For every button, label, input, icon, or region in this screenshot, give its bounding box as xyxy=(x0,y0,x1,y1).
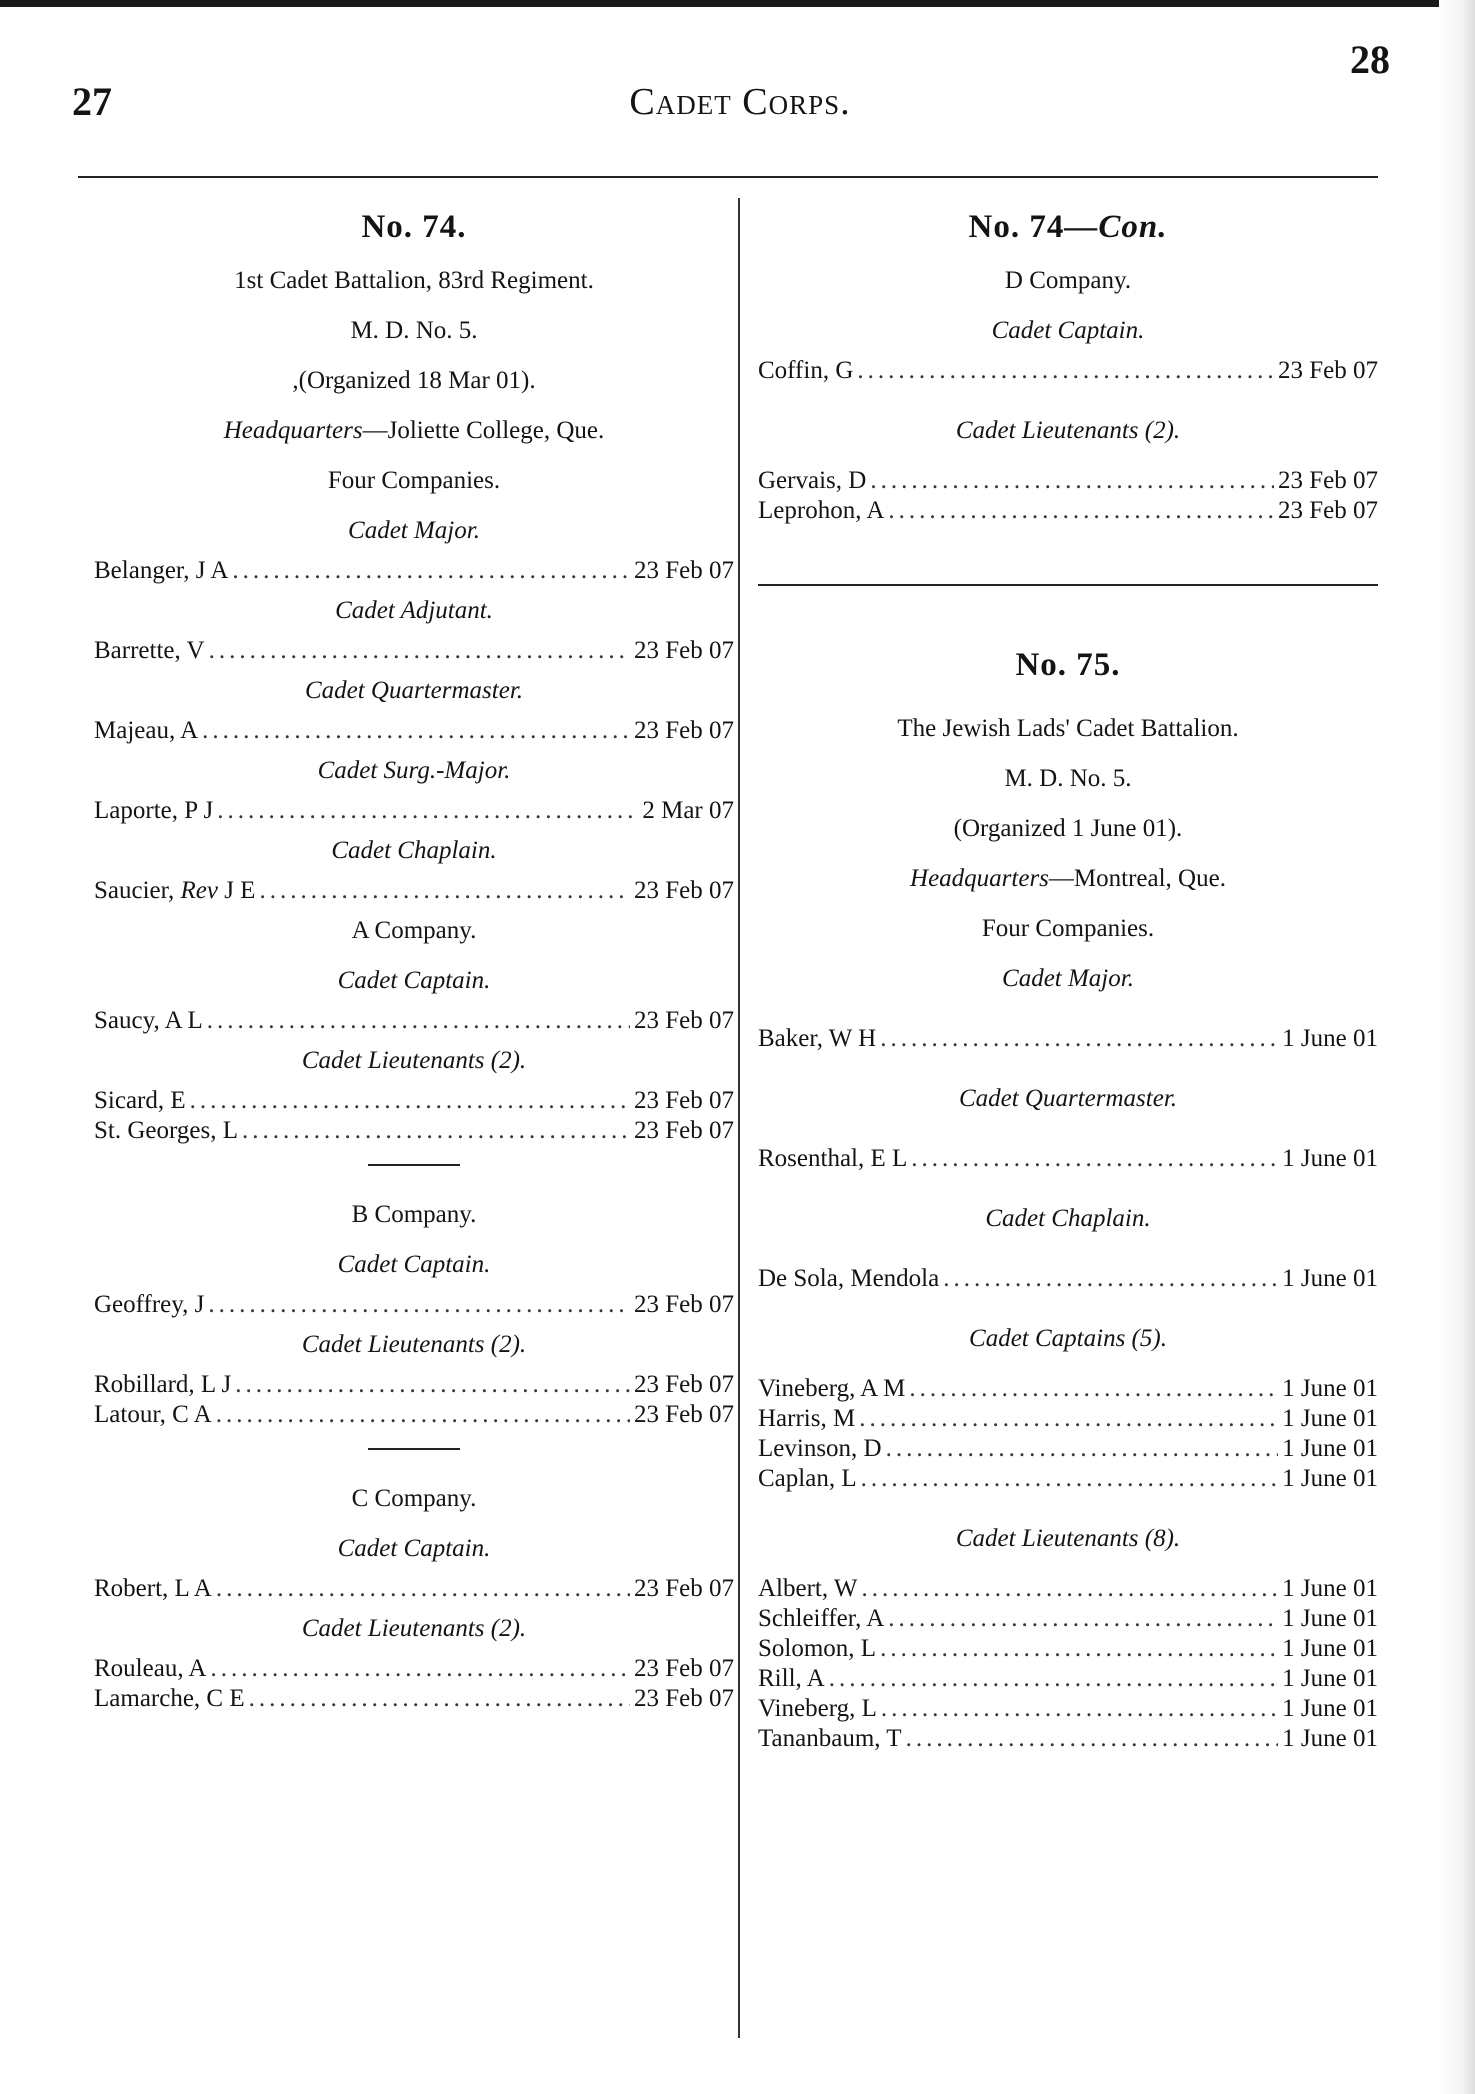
commission-date: 23 Feb 07 xyxy=(634,1007,734,1034)
commission-date: 1 June 01 xyxy=(1282,1375,1378,1402)
officer-name: Levinson, D xyxy=(758,1435,882,1462)
roster-entry xyxy=(94,1116,734,1146)
headquarters-line xyxy=(94,406,734,456)
officer-name: Belanger, J A xyxy=(94,557,229,584)
continued-suffix: —Con. xyxy=(1064,209,1168,245)
commission-date: 23 Feb 07 xyxy=(634,1291,734,1318)
roster-entry xyxy=(758,1724,1378,1754)
roster-entry xyxy=(758,1144,1378,1174)
rank-heading: Cadet Quartermaster. xyxy=(958,1085,1178,1112)
officer-name: Majeau, A xyxy=(94,717,199,744)
company-heading: D Company. xyxy=(1004,267,1132,294)
section-heading-no-74-continued: No. 74—Con. xyxy=(968,209,1168,245)
leader-dots xyxy=(259,876,630,906)
officer-name: Rouleau, A xyxy=(94,1655,207,1682)
rank-heading: Cadet Lieutenants (2). xyxy=(955,417,1181,444)
officer-name: Baker, W H xyxy=(758,1025,877,1052)
leader-dots xyxy=(211,1654,631,1684)
leader-dots xyxy=(249,1684,630,1714)
roster-entry xyxy=(758,356,1378,386)
leader-dots xyxy=(911,1144,1278,1174)
officer-name: Geoffrey, J xyxy=(94,1291,205,1318)
page-number-right: 28 xyxy=(1350,37,1390,82)
page-gutter-edge xyxy=(1439,0,1475,2094)
commission-date: 23 Feb 07 xyxy=(634,1401,734,1428)
officer-name: Gervais, D xyxy=(758,467,867,494)
roster-entry xyxy=(758,1574,1378,1604)
unit-name: The Jewish Lads' Cadet Battalion. xyxy=(897,715,1239,742)
leader-dots xyxy=(880,1024,1278,1054)
commission-date: 23 Feb 07 xyxy=(1278,357,1378,384)
roster-entry xyxy=(758,1664,1378,1694)
commission-date: 23 Feb 07 xyxy=(634,637,734,664)
commission-date: 1 June 01 xyxy=(1282,1725,1378,1752)
roster-entry xyxy=(94,1400,734,1430)
rank-heading: Cadet Chaplain. xyxy=(985,1205,1151,1232)
officer-name: Coffin, G xyxy=(758,357,854,384)
officer-name: Robert, L A xyxy=(94,1575,212,1602)
leader-dots xyxy=(208,1290,630,1320)
officer-name: Solomon, L xyxy=(758,1635,877,1662)
leader-dots xyxy=(909,1374,1278,1404)
company-heading: B Company. xyxy=(351,1201,477,1228)
roster-entry xyxy=(94,1370,734,1400)
leader-dots xyxy=(906,1724,1279,1754)
officer-name: Caplan, L xyxy=(758,1465,857,1492)
commission-date: 23 Feb 07 xyxy=(634,1575,734,1602)
rank-heading: Cadet Captain. xyxy=(337,1251,491,1278)
officer-name: Saucy, A L xyxy=(94,1007,203,1034)
commission-date: 23 Feb 07 xyxy=(634,1117,734,1144)
page-number-left: 27 xyxy=(72,79,112,124)
leader-dots xyxy=(207,1006,630,1036)
company-separator xyxy=(368,1448,460,1450)
left-column xyxy=(94,198,734,1714)
organized-date: (Organized 1 June 01). xyxy=(953,815,1183,842)
commission-date: 1 June 01 xyxy=(1282,1465,1378,1492)
leader-dots xyxy=(943,1264,1278,1294)
commission-date: 23 Feb 07 xyxy=(1278,467,1378,494)
headquarters-value: —Montreal, Que. xyxy=(1048,865,1226,892)
section-heading-no-74: No. 74. xyxy=(361,209,467,245)
commission-date: 23 Feb 07 xyxy=(634,1655,734,1682)
leader-dots xyxy=(216,1574,630,1604)
commission-date: 23 Feb 07 xyxy=(634,1685,734,1712)
leader-dots xyxy=(880,1634,1278,1664)
rank-heading: Cadet Quartermaster. xyxy=(304,677,524,704)
commission-date: 23 Feb 07 xyxy=(634,557,734,584)
roster-entry xyxy=(758,1464,1378,1494)
leader-dots xyxy=(888,496,1274,526)
leader-dots xyxy=(232,556,630,586)
officer-name: Sicard, E xyxy=(94,1087,186,1114)
commission-date: 23 Feb 07 xyxy=(634,877,734,904)
leader-dots xyxy=(888,1604,1278,1634)
commission-date: 1 June 01 xyxy=(1282,1695,1378,1722)
officer-name: Schleiffer, A xyxy=(758,1605,885,1632)
section-separator xyxy=(758,584,1378,586)
roster-entry xyxy=(758,1694,1378,1724)
commission-date: 1 June 01 xyxy=(1282,1435,1378,1462)
rank-heading: Cadet Captain. xyxy=(991,317,1145,344)
officer-name: Vineberg, A M xyxy=(758,1375,906,1402)
commission-date: 1 June 01 xyxy=(1282,1025,1378,1052)
leader-dots xyxy=(190,1086,630,1116)
roster-entry xyxy=(94,1006,734,1036)
right-column xyxy=(758,198,1378,1754)
leader-dots xyxy=(881,1694,1278,1724)
leader-dots xyxy=(829,1664,1278,1694)
rank-heading: Cadet Surg.-Major. xyxy=(317,757,511,784)
roster-entry xyxy=(758,466,1378,496)
rank-heading: Cadet Lieutenants (2). xyxy=(301,1615,527,1642)
officer-name: Tananbaum, T xyxy=(758,1725,902,1752)
headquarters-label: Headquarters xyxy=(910,865,1049,892)
roster-entry xyxy=(758,1634,1378,1664)
commission-date: 23 Feb 07 xyxy=(634,717,734,744)
leader-dots xyxy=(859,1404,1278,1434)
officer-name: Barrette, V xyxy=(94,637,205,664)
company-separator xyxy=(368,1164,460,1166)
commission-date: 1 June 01 xyxy=(1282,1635,1378,1662)
rank-heading: Cadet Lieutenants (2). xyxy=(301,1047,527,1074)
rank-heading: Cadet Captains (5). xyxy=(969,1325,1167,1352)
officer-name: De Sola, Mendola xyxy=(758,1265,940,1292)
commission-date: 23 Feb 07 xyxy=(634,1371,734,1398)
officer-name: Rill, A xyxy=(758,1665,825,1692)
commission-date: 1 June 01 xyxy=(1282,1265,1378,1292)
officer-name: Robillard, L J xyxy=(94,1371,232,1398)
roster-entry xyxy=(94,716,734,746)
roster-entry xyxy=(758,1374,1378,1404)
unit-name: 1st Cadet Battalion, 83rd Regiment. xyxy=(234,267,594,294)
rank-heading: Cadet Major. xyxy=(1002,965,1134,992)
headquarters-value: —Joliette College, Que. xyxy=(362,417,605,444)
company-heading: C Company. xyxy=(351,1485,477,1512)
roster-entry xyxy=(94,1684,734,1714)
rank-heading: Cadet Lieutenants (2). xyxy=(301,1331,527,1358)
leader-dots xyxy=(862,1574,1279,1604)
leader-dots xyxy=(886,1434,1279,1464)
roster-entry xyxy=(94,1574,734,1604)
officer-name: Lamarche, C E xyxy=(94,1685,245,1712)
scan-top-border xyxy=(0,0,1475,7)
roster-entry xyxy=(758,1434,1378,1464)
roster-entry xyxy=(94,796,734,826)
leader-dots xyxy=(870,466,1274,496)
roster-entry xyxy=(94,1086,734,1116)
officer-name: Saucier, Rev J E xyxy=(94,877,256,904)
roster-entry xyxy=(758,1604,1378,1634)
rank-heading: Cadet Captain. xyxy=(337,967,491,994)
commission-date: 2 Mar 07 xyxy=(642,797,734,824)
military-district: M. D. No. 5. xyxy=(350,317,478,344)
officer-name: Rosenthal, E L xyxy=(758,1145,908,1172)
leader-dots xyxy=(209,636,630,666)
commission-date: 1 June 01 xyxy=(1282,1575,1378,1602)
company-heading: A Company. xyxy=(351,917,477,944)
rank-heading: Cadet Chaplain. xyxy=(331,837,497,864)
commission-date: 1 June 01 xyxy=(1282,1605,1378,1632)
roster-entry xyxy=(94,556,734,586)
officer-name: Latour, C A xyxy=(94,1401,212,1428)
leader-dots xyxy=(235,1370,630,1400)
roster-entry xyxy=(94,636,734,666)
roster-entry xyxy=(758,1024,1378,1054)
leader-dots xyxy=(217,796,638,826)
companies-count: Four Companies. xyxy=(327,467,501,494)
headquarters-line xyxy=(758,854,1378,904)
commission-date: 1 June 01 xyxy=(1282,1405,1378,1432)
roster-entry xyxy=(94,1654,734,1684)
leader-dots xyxy=(242,1116,630,1146)
section-heading-no-75: No. 75. xyxy=(1015,647,1121,683)
leader-dots xyxy=(216,1400,630,1430)
commission-date: 1 June 01 xyxy=(1282,1665,1378,1692)
roster-entry xyxy=(758,1264,1378,1294)
rank-heading: Cadet Captain. xyxy=(337,1535,491,1562)
column-divider xyxy=(738,198,740,2038)
commission-date: 23 Feb 07 xyxy=(1278,497,1378,524)
officer-name: Laporte, P J xyxy=(94,797,214,824)
rank-heading: Cadet Major. xyxy=(348,517,480,544)
officer-name: Vineberg, L xyxy=(758,1695,877,1722)
roster-entry xyxy=(94,876,734,906)
page-title: Cadet Corps. xyxy=(629,81,851,123)
military-district: M. D. No. 5. xyxy=(1004,765,1132,792)
rank-heading: Cadet Adjutant. xyxy=(335,597,493,624)
headquarters-label: Headquarters xyxy=(223,417,363,444)
leader-dots xyxy=(202,716,630,746)
organized-date: ,(Organized 18 Mar 01). xyxy=(292,367,536,394)
roster-entry xyxy=(758,496,1378,526)
rank-heading: Cadet Lieutenants (8). xyxy=(955,1525,1181,1552)
officer-name: Leprohon, A xyxy=(758,497,885,524)
officer-name: St. Georges, L xyxy=(94,1117,238,1144)
roster-entry xyxy=(758,1404,1378,1434)
companies-count: Four Companies. xyxy=(981,915,1155,942)
leader-dots xyxy=(857,356,1274,386)
officer-name: Harris, M xyxy=(758,1405,856,1432)
leader-dots xyxy=(861,1464,1279,1494)
officer-name: Albert, W xyxy=(758,1575,858,1602)
commission-date: 23 Feb 07 xyxy=(634,1087,734,1114)
header-rule xyxy=(78,176,1378,178)
roster-entry xyxy=(94,1290,734,1320)
commission-date: 1 June 01 xyxy=(1282,1145,1378,1172)
